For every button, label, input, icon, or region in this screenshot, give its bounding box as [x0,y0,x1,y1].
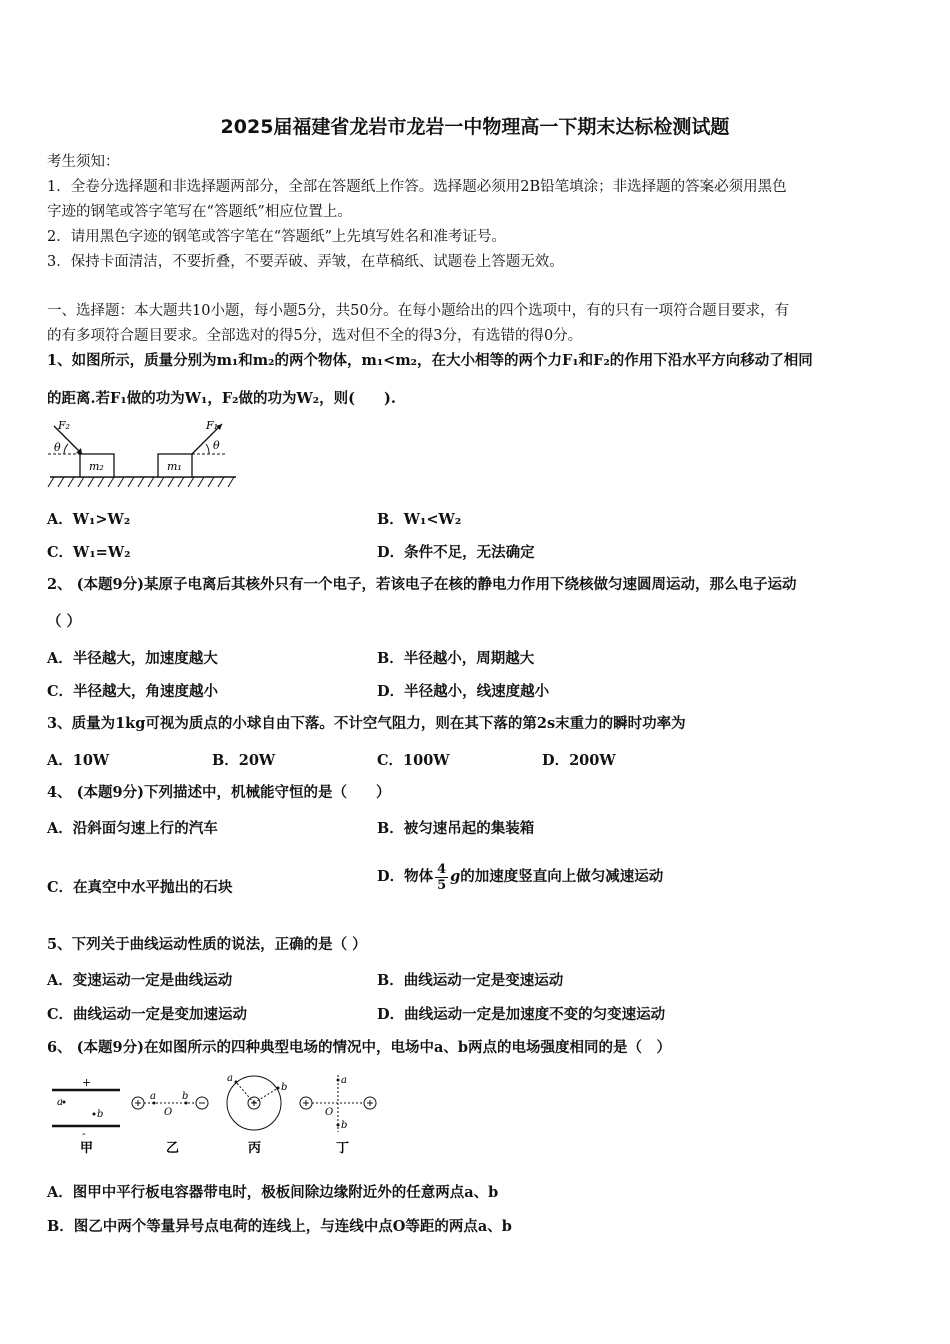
option-a: A．W₁>W₂ [47,511,131,528]
figure-label-bing: 丙 [248,1141,262,1156]
a-label: a [227,1073,233,1084]
plus-label: + [82,1076,92,1089]
option-c: C．在真空中水平抛出的石块 [47,879,233,896]
page-title: 2025届福建省龙岩市龙岩一中物理高一下期末达标检测试题 [220,116,730,138]
option-a: A．沿斜面匀速上行的汽车 [47,820,218,837]
section-heading: 一、选择题：本大题共10小题，每小题5分，共50分。在每小题给出的四个选项中，有的只有一项符合题目要求，有 [47,303,790,319]
question-4-stem: 4、 (本题9分)下列描述中，机械能守恒的是（ ） [47,784,391,801]
fraction-numerator: 4 [437,861,447,877]
question-5-stem: 5、下列关于曲线运动性质的说法，正确的是（ ） [47,936,367,953]
question-2-stem: 2、 (本题9分)某原子电离后其核外只有一个电子，若该电子在核的静电力作用下绕核做匀速圆周运动，那么电子运动 [47,576,797,593]
option-c: C．半径越大，角速度越小 [47,683,219,700]
notice-heading: 考生须知： [47,154,120,170]
option-b: B．20W [212,752,276,769]
b-label: b [341,1120,348,1131]
option-d: D．200W [542,752,616,769]
minus-label: - [82,1127,86,1140]
theta-label: θ [213,439,220,452]
option-d: D．条件不足，无法确定 [377,544,535,561]
figure-label-ding: 丁 [336,1141,350,1156]
notice-line: 2．请用黑色字迹的钢笔或答字笔在“答题纸”上先填写姓名和准考证号。 [47,229,507,245]
option-d-suffix: 的加速度竖直向上做匀减速运动 [460,868,664,885]
b-label: b [281,1082,288,1093]
question-1-stem: 1、如图所示，质量分别为m₁和m₂的两个物体，m₁<m₂，在大小相等的两个力F₁和F₂的作用下沿水平方向移动了相同 [47,352,813,369]
notice-line: 1．全卷分选择题和非选择题两部分，全部在答题纸上作答。选择题必须用2B铅笔填涂；非选择题的答案必须用黑色 [47,179,787,195]
theta-label: θ [54,441,61,454]
option-c: C．W₁=W₂ [47,544,131,561]
option-d: D．曲线运动一定是加速度不变的匀变速运动 [377,1006,666,1023]
question-6-stem: 6、 (本题9分)在如图所示的四种典型电场的情况中，电场中a、b两点的电场强度相同的是（ ） [47,1039,671,1056]
f2-label: F₂ [58,419,71,432]
option-b: B．W₁<W₂ [377,511,462,528]
notice-line: 3．保持卡面清洁，不要折叠，不要弄破、弄皱，在草稿纸、试题卷上答题无效。 [47,254,564,270]
fraction [435,862,448,893]
question-3-stem: 3、质量为1kg可视为质点的小球自由下落。不计空气阻力，则在其下落的第2s末重力的瞬时功率为 [47,715,686,732]
a-label: a [57,1097,63,1108]
figure-label-yi: 乙 [166,1141,180,1156]
fraction-denominator: 5 [437,877,447,893]
option-b: B．半径越小，周期越大 [377,650,535,667]
option-c: C．曲线运动一定是变加速运动 [47,1006,248,1023]
option-c: C．100W [377,752,450,769]
notice-line: 字迹的钢笔或答字笔写在“答题纸”相应位置上。 [47,204,352,220]
option-d [377,852,663,902]
o-label: O [164,1107,173,1118]
option-a: A．10W [47,752,110,769]
figure-label-jia: 甲 [80,1141,94,1156]
m1-label: m₁ [167,460,182,473]
b-label: b [182,1091,189,1102]
question-1-figure [46,417,246,492]
option-d: D．半径越小，线速度越小 [377,683,550,700]
option-b: B．图乙中两个等量异号点电荷的连线上，与连线中点O等距的两点a、b [47,1218,512,1235]
question-2-stem: （ ） [47,613,82,630]
question-6-figure [44,1070,394,1158]
option-d-prefix: D．物体 [377,868,434,885]
a-label: a [150,1091,156,1102]
g-symbol: g [450,868,461,885]
question-1-stem: 的距离.若F₁做的功为W₁，F₂做的功为W₂，则( ). [47,390,396,407]
f1-label: F₁ [206,419,219,432]
option-b: B．曲线运动一定是变速运动 [377,972,564,989]
a-label: a [341,1075,347,1086]
option-a: A．变速运动一定是曲线运动 [47,972,233,989]
section-heading: 的有多项符合题目要求。全部选对的得5分，选对但不全的得3分，有选错的得0分。 [47,328,583,344]
option-a: A．图甲中平行板电容器带电时，极板间除边缘附近外的任意两点a、b [47,1184,499,1201]
o-label: O [325,1107,334,1118]
option-b: B．被匀速吊起的集装箱 [377,820,535,837]
option-a: A．半径越大，加速度越大 [47,650,218,667]
b-label: b [97,1109,104,1120]
m2-label: m₂ [89,460,104,473]
